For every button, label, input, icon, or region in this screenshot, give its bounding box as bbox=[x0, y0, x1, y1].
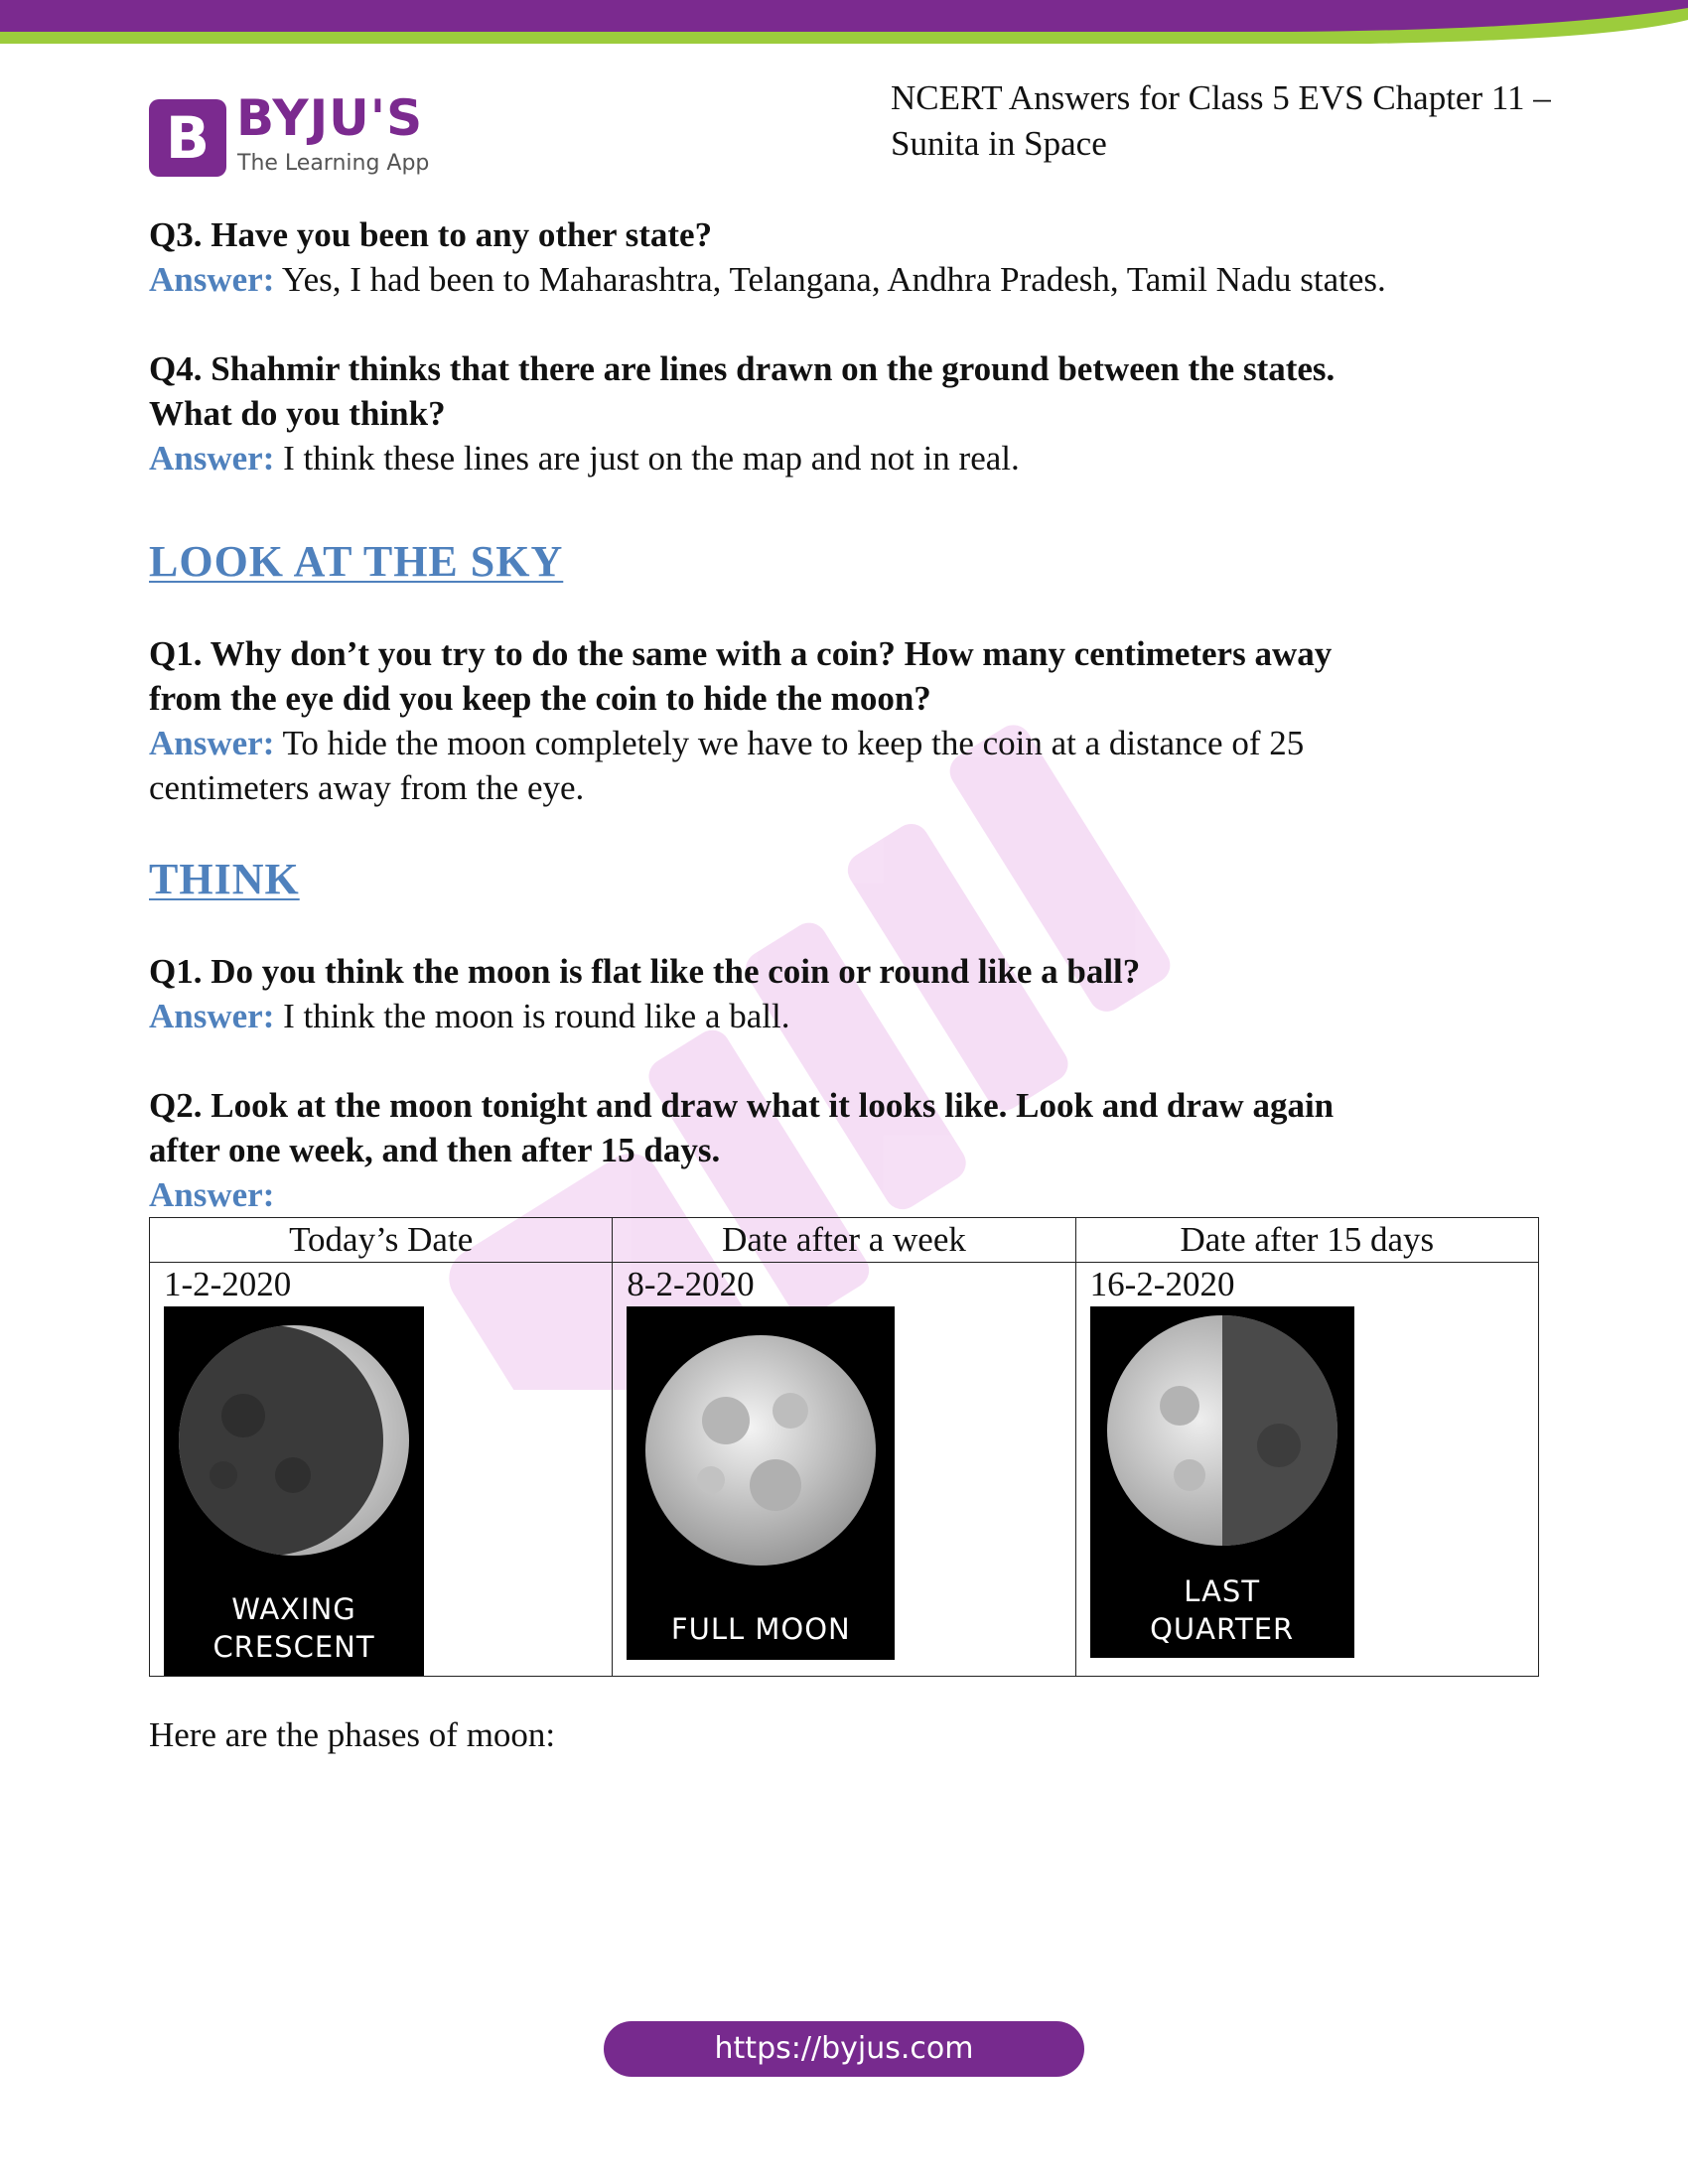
q4-answer-text: I think these lines are just on the map and not in real. bbox=[274, 439, 1020, 478]
table-header-row bbox=[150, 1218, 1539, 1263]
logo-tagline: The Learning App bbox=[237, 151, 430, 176]
observation-date: 16-2-2020 bbox=[1089, 1265, 1235, 1303]
answer-label: Answer: bbox=[149, 997, 275, 1035]
observation-date: 8-2-2020 bbox=[627, 1265, 755, 1303]
moon-image-waxing-crescent bbox=[164, 1306, 424, 1676]
closing-text: Here are the phases of moon: bbox=[149, 1715, 556, 1754]
header-title-line2: Sunita in Space bbox=[891, 124, 1107, 163]
answer-label: Answer: bbox=[149, 1175, 275, 1214]
q4-question-line1: Q4. Shahmir thinks that there are lines drawn on the ground between the states. bbox=[149, 349, 1336, 388]
byjus-logo bbox=[149, 89, 437, 181]
footer-url-link[interactable]: https://byjus.com bbox=[604, 2021, 1084, 2077]
spacer bbox=[149, 592, 1539, 631]
table-header-cell: Date after a week bbox=[613, 1218, 1075, 1263]
table-header-cell: Today’s Date bbox=[150, 1218, 613, 1263]
think-q2-question-line2: after one week, and then after 15 days. bbox=[149, 1131, 721, 1169]
full-moon-icon bbox=[627, 1306, 895, 1604]
moon-image-full-moon bbox=[627, 1306, 895, 1660]
page-header-title bbox=[891, 75, 1645, 167]
caption-line1: LAST bbox=[1184, 1574, 1261, 1608]
moon-caption bbox=[1090, 1572, 1354, 1648]
spacer bbox=[149, 1038, 1539, 1083]
table-row bbox=[150, 1263, 1539, 1677]
think-q2-answer bbox=[149, 1172, 1539, 1217]
q4-answer bbox=[149, 436, 1539, 480]
document-body bbox=[149, 212, 1539, 1757]
waxing-crescent-moon-icon bbox=[164, 1306, 424, 1604]
spacer bbox=[149, 909, 1539, 949]
q4-question-line2: What do you think? bbox=[149, 394, 446, 433]
sky-q1-answer-text: To hide the moon completely we have to keep the coin at a distance of 25 bbox=[274, 724, 1305, 762]
last-quarter-moon-icon bbox=[1090, 1306, 1354, 1594]
table-cell-last-quarter bbox=[1075, 1263, 1538, 1677]
q3-question: Q3. Have you been to any other state? bbox=[149, 215, 713, 254]
caption-line2: QUARTER bbox=[1150, 1612, 1295, 1646]
think-q1-question: Q1. Do you think the moon is flat like the coin or round like a ball? bbox=[149, 952, 1141, 991]
spacer bbox=[149, 302, 1539, 346]
section-heading-look-at-the-sky: LOOK AT THE SKY bbox=[149, 537, 564, 586]
caption-line2: CRESCENT bbox=[212, 1630, 375, 1664]
q3-answer bbox=[149, 257, 1539, 302]
sky-q1-answer-line1 bbox=[149, 721, 1539, 765]
answer-label: Answer: bbox=[149, 439, 275, 478]
think-q1-answer-text: I think the moon is round like a ball. bbox=[274, 997, 790, 1035]
table-cell-full-moon bbox=[613, 1263, 1075, 1677]
logo-letter: B bbox=[165, 104, 211, 172]
sky-q1-answer-line2: centimeters away from the eye. bbox=[149, 768, 585, 807]
think-q2-question-line1: Q2. Look at the moon tonight and draw what it looks like. Look and draw again bbox=[149, 1086, 1335, 1125]
answer-label: Answer: bbox=[149, 260, 275, 299]
table-cell-waxing-crescent bbox=[150, 1263, 613, 1677]
section-heading-think: THINK bbox=[149, 855, 300, 903]
think-q1-answer bbox=[149, 994, 1539, 1038]
spacer bbox=[149, 810, 1539, 850]
top-decorative-band bbox=[0, 0, 1688, 62]
logo-wordmark: BYJU'S bbox=[236, 89, 424, 147]
answer-label: Answer: bbox=[149, 724, 275, 762]
sky-q1-question-line1: Q1. Why don’t you try to do the same with a coin? How many centimeters away bbox=[149, 634, 1333, 673]
moon-observation-table bbox=[149, 1217, 1539, 1677]
caption-line1: WAXING bbox=[231, 1592, 356, 1626]
observation-date: 1-2-2020 bbox=[164, 1265, 292, 1303]
table-header-cell: Date after 15 days bbox=[1075, 1218, 1538, 1263]
spacer bbox=[149, 1677, 1539, 1712]
caption-line1: FULL MOON bbox=[670, 1612, 851, 1646]
moon-caption bbox=[627, 1610, 895, 1648]
spacer bbox=[149, 480, 1539, 532]
header-title-line1: NCERT Answers for Class 5 EVS Chapter 11 – bbox=[891, 78, 1551, 117]
moon-caption bbox=[164, 1590, 424, 1666]
q3-answer-text: Yes, I had been to Maharashtra, Telangana, Andhra Pradesh, Tamil Nadu states. bbox=[274, 260, 1386, 299]
sky-q1-question-line2: from the eye did you keep the coin to hide the moon? bbox=[149, 679, 931, 718]
moon-image-last-quarter bbox=[1090, 1306, 1354, 1658]
